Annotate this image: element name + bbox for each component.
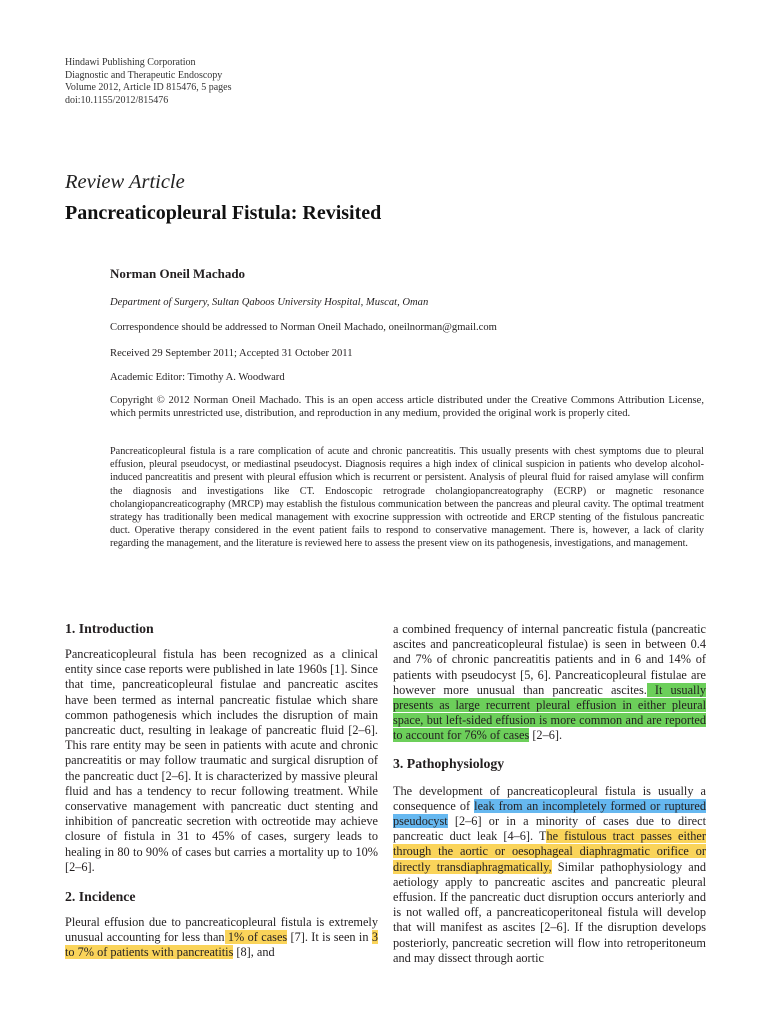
pathophysiology-text-part: Similar pathophysiology and aetiology apply to pancreatic ascites and pancreatic pleural effusion. If the pancreatic duct disruption occurs anteriorly and is not walled off, a pancreaticoperitoneal fistula will develop that will manifest as ascites [2–6]. If the disruption develops posteriorly, pancreatic secretion will flow into retroperitoneum and may dissect through aortic [393, 859, 706, 965]
abstract: Pancreaticopleural fistula is a rare complication of acute and chronic pancreatitis. This usually presents with chest symptoms due to pleural effusion, pleural pseudocyst, or mediastinal pseudocyst. Diagnosis requires a high index of clinical suspicion in patients who develop alcohol-induced pancreatitis and present with pleural effusion which is recurrent or persistent. Analysis of pleural fluid for raised amylase will confirm the diagnosis and investigations like CT. Endoscopic retrograde cholangiopancreatography (ECRP) or magnetic resonance cholangiopancreaticography (MRCP) may establish the fistulous communication between the pancreas and pleural cavity. The optimal treatment strategy has traditionally been medical management with exocrine suppression with octreotide and ERCP stenting of the fistulous pancreatic duct. Operative therapy considered in the event patient fails to respond to conservative management. There is, however, a lack of clarity regarding the management, and the literature is reviewed here to assess the present view on its pathogenesis, investigations, and management. [110, 446, 704, 550]
incidence-text [65, 915, 378, 961]
highlight-green: It usually presents as large recurrent pleural effusion in either pleural space, but left-sided effusion is more common and are reported to account for 76% of cases [393, 682, 707, 743]
journal-name: Diagnostic and Therapeutic Endoscopy [65, 69, 223, 81]
highlight-yellow: 3 to 7% of patients with pancreatitis [65, 930, 378, 960]
highlight-yellow: 1% of cases [224, 930, 288, 945]
doi[interactable]: doi:10.1155/2012/815476 [65, 94, 169, 106]
left-column [65, 620, 378, 961]
pathophysiology-text-part: [2–6] or in a minority of cases due to direct pancreatic duct leak [4–6]. T [393, 814, 706, 844]
article-title: Pancreaticopleural Fistula: Revisited [65, 202, 382, 224]
author-department: Department of Surgery, Sultan Qaboos University Hospital, Muscat, Oman [110, 297, 429, 308]
incidence-text-part: a combined frequency of internal pancreatic fistula (pancreatic ascites and pancreaticopleural fistulae) is seen in between 0.4 and 7% of chronic pancreatitis patients and in 6 and 14% of patients with pseudocyst [5, 6]. Pancreaticopleural fistulae are however more unusual than pancreatic ascites. [393, 622, 706, 697]
incidence-text-part: Pleural effusion due to pancreaticopleural fistula is extremely unusual accounting for less than [65, 915, 378, 945]
section-heading-introduction: 1. Introduction [65, 621, 154, 636]
article-kind: Review Article [65, 171, 185, 193]
correspondence: Correspondence should be addressed to Norman Oneil Machado, oneilnorman@gmail.com [110, 322, 497, 333]
incidence-text-part: [2–6]. [529, 728, 563, 743]
introduction-text: Pancreaticopleural fistula has been recognized as a clinical entity since case reports were published in late 1960s [1]. Since that time, pancreaticopleural fistulae and pancreatic ascites have been termed as internal pancreatic fistulae which share common pathogenesis which includes the disruption of main pancreatic duct, resulting in leakage of pancreatic fluid [2–6]. This rare entity may be seen in patients with acute and chronic pancreatitis or may follow traumatic and surgical disruption of the pancreatic duct [2–6]. It is characterized by massive pleural fluid and has a tendency to recur following treatment. While conservative management with pancreatic duct stenting and inhibition of pancreatic secretion with octreotide may achieve closure of fistula in 31 to 45% of cases, surgery leads to healing in 80 to 90% of cases but carries a mortality up to 10% [2–6]. [65, 647, 378, 874]
highlight-blue: leak from an incompletely formed or ruptured pseudocyst [393, 798, 707, 829]
incidence-continued-text [393, 622, 706, 744]
section-heading-pathophysiology: 3. Pathophysiology [393, 755, 505, 771]
pathophysiology-text-part: The development of pancreaticopleural fistula is usually a consequence of [393, 783, 706, 813]
copyright-notice: Copyright © 2012 Norman Oneil Machado. This is an open access article distributed under the Creative Commons Attribution License, which permits unrestricted use, distribution, and reproduction in any medium, provided the original work is properly cited. [110, 395, 704, 420]
right-column [393, 622, 706, 966]
journal-header [65, 57, 231, 107]
incidence-text-part: [8], and [233, 945, 275, 960]
received-dates: Received 29 September 2011; Accepted 31 October 2011 [110, 348, 353, 359]
author-name: Norman Oneil Machado [110, 266, 246, 281]
pathophysiology-text [393, 784, 706, 966]
academic-editor: Academic Editor: Timothy A. Woodward [110, 372, 285, 383]
incidence-text-part: [7]. It is seen in [287, 930, 372, 945]
volume-info: Volume 2012, Article ID 815476, 5 pages [65, 82, 232, 93]
section-heading-incidence: 2. Incidence [65, 889, 136, 905]
highlight-yellow: he fistulous tract passes either through the aortic or oesophageal diaphragmatic orifice or directly transdiaphragmatically, [393, 829, 706, 874]
publisher: Hindawi Publishing Corporation [65, 57, 196, 68]
